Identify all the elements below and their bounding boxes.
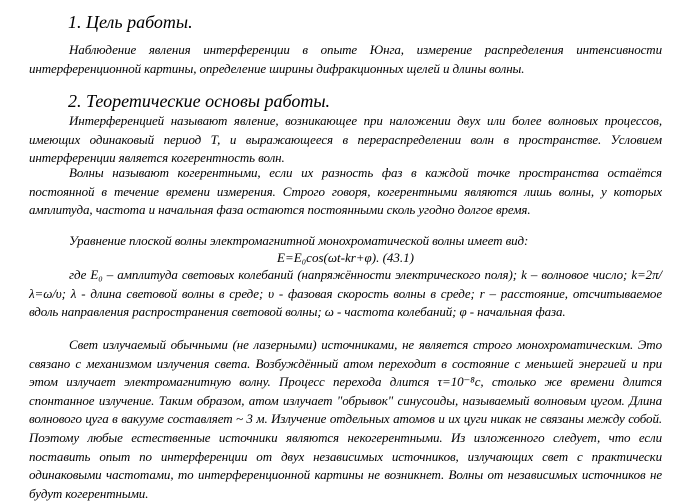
paragraph-plane-wave-intro: Уравнение плоской волны электромагнитной монохроматической волны имеет вид: — [69, 233, 529, 248]
section-2-title: 2. Теоретические основы работы. — [68, 91, 331, 111]
paragraph-interference-definition: Интерференцией называют явление, возникающее при наложении двух или более волновых процессов, имеющих одинаковый период Т, и выражающееся в перераспределении волн в пространстве. Условием интерференции является когерентность волн. — [29, 113, 662, 166]
paragraph-formula-legend: где E₀ – амплитуда световых колебаний (напряжённости электрического поля); k – волновое число; k=2π/λ=ω/υ; λ - длина световой волны в среде; υ - фазовая скорость волны в среде; r – расстояние, отсчитываемое вдоль направления распространения световой волны; ω - частота колебаний; φ - начальная фаза. — [29, 267, 662, 320]
section-1-title: 1. Цель работы. — [68, 12, 193, 32]
formula-43-1: E=E₀cos(ωt-kr+φ). (43.1) — [277, 250, 414, 265]
paragraph-light-sources: Свет излучаемый обычными (не лазерными) источниками, не является строго монохроматическим. Это связано с механизмом излучения света. Возбуждённый атом переходит в состояние с меньшей энергией и при этом излучает электромагнитную волну. Процесс перехода длится τ=10⁻⁸с, столько же времени длится спонтанное излучение. Таким образом, атом излучает "обрывок" синусоиды, называемый волновым цугом. Длина волнового цуга в вакууме составляет ~ 3 м. Излучение отдельных атомов и их цуги никак не связаны между собой. Поэтому любые естественные источники являются некогерентными. Из изложенного следует, что если поставить опыт по интерференции от двух независимых источников, излучающих свет с практически одинаковыми частотами, то интерференционной картины не возникнет. Волны от независимых источников не будут когерентными. — [29, 337, 662, 501]
section-1-text: Наблюдение явления интерференции в опыте Юнга, измерение распределения интенсивности интерференционной картины, определение ширины дифракционных щелей и длины волны. — [29, 42, 662, 76]
paragraph-coherent-waves: Волны называют когерентными, если их разность фаз в каждой точке пространства остаётся постоянной в течение времени измерения. Строго говоря, когерентными являются лишь волны, у которых амплитуда, частота и начальная фаза остаются постоянными сколь угодно долгое время. — [29, 165, 662, 218]
